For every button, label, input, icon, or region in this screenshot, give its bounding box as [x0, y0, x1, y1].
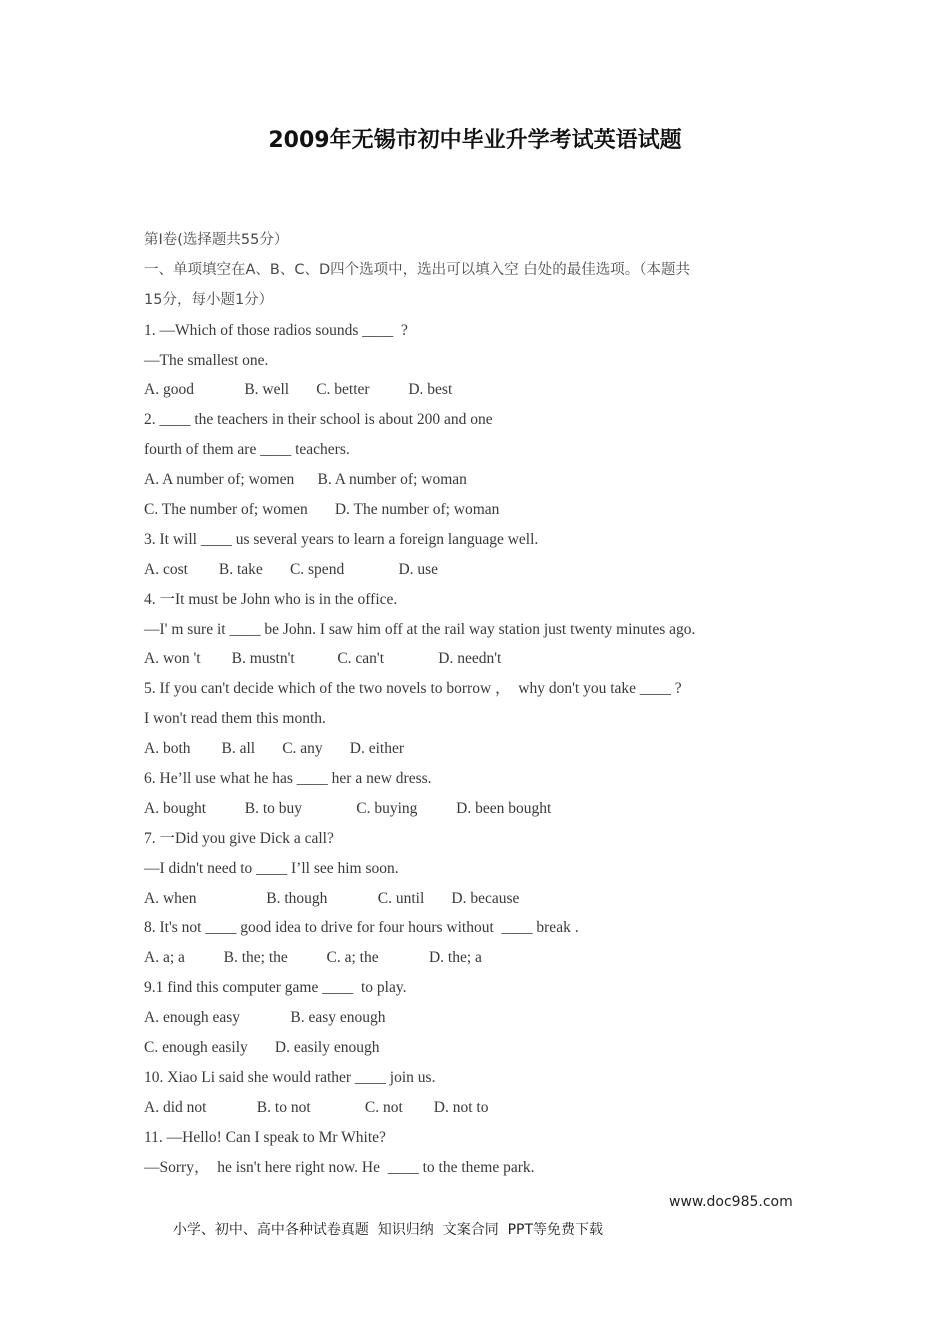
question-9-options-ab: A. enough easy B. easy enough: [144, 1009, 386, 1027]
question-1-options: A. good B. well C. better D. best: [144, 381, 453, 399]
question-4-options: A. won 't B. mustn't C. can't D. needn't: [144, 650, 502, 668]
section-heading: 第I卷(选择题共55分）: [144, 232, 289, 248]
question-4: 4. 一It must be John who is in the office.: [144, 590, 398, 608]
question-3: 3. It will ____ us several years to learn a foreign language well.: [144, 530, 539, 548]
question-7-options: A. when B. though C. until D. because: [144, 889, 520, 907]
question-6: 6. He’ll use what he has ____ her a new dress.: [144, 770, 432, 788]
question-1: 1. —Which of those radios sounds ____ ?: [144, 321, 408, 339]
question-2: 2. ____ the teachers in their school is about 200 and one: [144, 411, 493, 429]
question-9-options-cd: C. enough easily D. easily enough: [144, 1039, 380, 1057]
section-instructions: 一、单项填空在A、B、C、D四个选项中，选出可以填入空 白处的最佳选项。（本题共: [144, 261, 691, 278]
question-10: 10. Xiao Li said she would rather ____ join us.: [144, 1068, 436, 1086]
section-instructions-cont: 15分，每小题1分）: [144, 291, 274, 308]
question-2-options-ab: A. A number of; women B. A number of; woman: [144, 471, 467, 489]
question-3-options: A. cost B. take C. spend D. use: [144, 560, 439, 578]
question-5-reply: I won't read them this month.: [144, 710, 326, 728]
footer-url[interactable]: www.doc985.com: [669, 1194, 793, 1210]
footer-text: 小学、初中、高中各种试卷真题 知识归纳 文案合同 PPT等免费下载: [172, 1222, 604, 1238]
question-11-reply: —Sorry， he isn't here right now. He ____ to the theme park.: [144, 1158, 535, 1176]
page-footer: [164, 1188, 804, 1238]
question-2-cont: fourth of them are ____ teachers.: [144, 441, 350, 459]
question-1-reply: —The smallest one.: [144, 351, 269, 369]
page-title: 2009年无锡市初中毕业升学考试英语试题: [268, 128, 682, 153]
question-4-reply: —I' m sure it ____ be John. I saw him off at the rail way station just twenty minutes ago.: [144, 620, 696, 638]
question-8-options: A. a; a B. the; the C. a; the D. the; a: [144, 949, 482, 967]
question-2-options-cd: C. The number of; women D. The number of; woman: [144, 501, 500, 519]
question-9: 9.1 find this computer game ____ to play.: [144, 979, 407, 997]
exam-content: [144, 226, 804, 1183]
question-5: 5. If you can't decide which of the two novels to borrow ， why don't you take ____ ?: [144, 680, 682, 698]
question-6-options: A. bought B. to buy C. buying D. been bought: [144, 799, 552, 817]
question-5-options: A. both B. all C. any D. either: [144, 740, 405, 758]
question-10-options: A. did not B. to not C. not D. not to: [144, 1098, 489, 1116]
question-11: 11. —Hello! Can I speak to Mr White?: [144, 1128, 386, 1146]
question-8: 8. It's not ____ good idea to drive for four hours without ____ break .: [144, 919, 579, 937]
question-7-reply: —I didn't need to ____ I’ll see him soon.: [144, 859, 399, 877]
question-7: 7. 一Did you give Dick a call?: [144, 829, 334, 847]
